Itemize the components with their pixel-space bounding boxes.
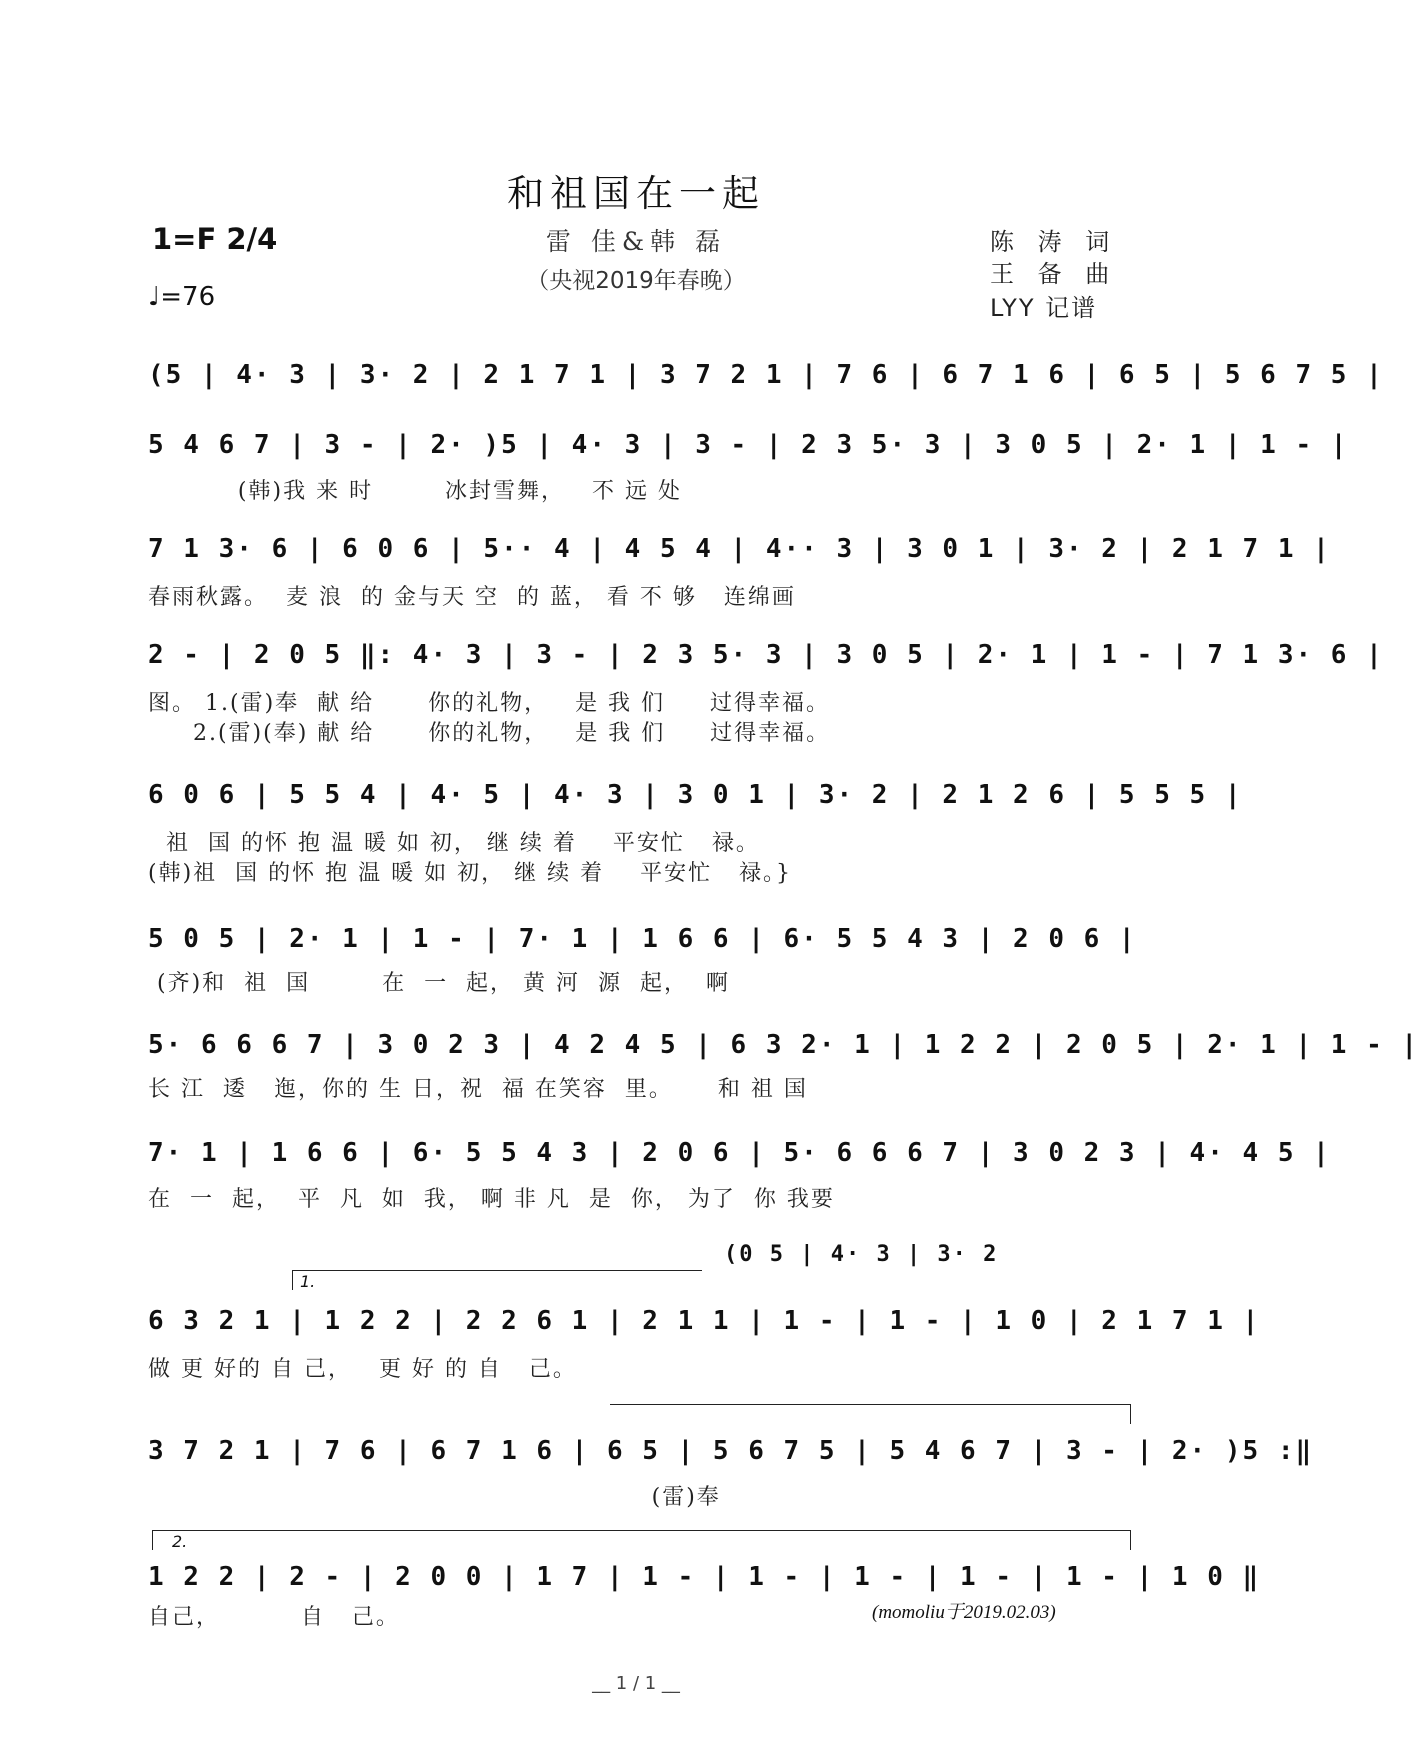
lyric-line: 祖 国 的怀 抱 温 暖 如 初， 继 续 着 平安忙 禄。 [148, 831, 760, 856]
lyric-line: 做 更 好的 自 己， 更 好 的 自 己。 [148, 1357, 577, 1382]
lyric-line: 春雨秋露。 麦 浪 的 金与天 空 的 蓝， 看 不 够 连绵画 [148, 585, 796, 610]
lyric-line: (雷)奉 [148, 1485, 721, 1510]
lyric-line: (韩)祖 国 的怀 抱 温 暖 如 初， 继 续 着 平安忙 禄。} [148, 861, 793, 886]
second-ending-label: 2. [172, 1532, 188, 1551]
first-ending-continuation [610, 1404, 1130, 1405]
page-number: __ 1 / 1 __ [592, 1673, 680, 1694]
first-ending-bracket-end [1130, 1404, 1131, 1424]
lyricist-credit: 陈 涛 词 [990, 228, 1118, 256]
notation-line: (5 | 4· 3 | 3· 2 | 2 1 7 1 | 3 7 2 1 | 7 6 | 6 7 1 6 | 6 5 | 5 6 7 5 | [148, 360, 1384, 390]
song-title: 和祖国在一起 [507, 172, 765, 215]
notation-line: 5 4 6 7 | 3 - | 2· )5 | 4· 3 | 3 - | 2 3 5· 3 | 3 0 5 | 2· 1 | 1 - | [148, 430, 1349, 460]
transcriber-signature: (momoliu于2019.02.03) [872, 1602, 1056, 1623]
second-ending-bracket-hook [152, 1530, 153, 1550]
notation-line: 7· 1 | 1 6 6 | 6· 5 5 4 3 | 2 0 6 | 5· 6 6 6 7 | 3 0 2 3 | 4· 4 5 | [148, 1138, 1331, 1168]
second-ending-bracket [152, 1530, 1130, 1531]
notation-line: 7 1 3· 6 | 6 0 6 | 5·· 4 | 4 5 4 | 4·· 3 | 3 0 1 | 3· 2 | 2 1 7 1 | [148, 534, 1331, 564]
lyric-line: (韩)我 来 时 冰封雪舞， 不 远 处 [148, 479, 682, 504]
lyric-line: 2.(雷)(奉) 献 给 你的礼物， 是 我 们 过得幸福。 [148, 721, 831, 746]
lyric-line: 长 江 逶 迤，你的 生 日，祝 福 在笑容 里。 和 祖 国 [148, 1077, 808, 1102]
first-ending-label: 1. [300, 1272, 316, 1291]
notation-line: 1 2 2 | 2 - | 2 0 0 | 1 7 | 1 - | 1 - | 1 - | 1 - | 1 - | 1 0 ‖ [148, 1562, 1261, 1592]
second-ending-bracket-end [1130, 1530, 1131, 1550]
lyric-line: 自己， 自 己。 [148, 1605, 400, 1630]
occasion: （央视2019年春晚） [526, 268, 746, 294]
key-signature: 1=F 2/4 [152, 222, 278, 256]
lyric-line: (齐)和 祖 国 在 一 起， 黄 河 源 起， 啊 [148, 971, 730, 996]
cue-notes: (0 5 | 4· 3 | 3· 2 [724, 1242, 999, 1267]
lyric-line: 图。 1.(雷)奉 献 给 你的礼物， 是 我 们 过得幸福。 [148, 691, 831, 716]
transcriber-credit: LYY 记谱 [990, 294, 1098, 322]
tempo-marking: ♩=76 [148, 282, 216, 312]
first-ending-bracket [292, 1270, 702, 1271]
first-ending-bracket-hook [292, 1270, 293, 1290]
notation-line: 5· 6 6 6 7 | 3 0 2 3 | 4 2 4 5 | 6 3 2· 1 | 1 2 2 | 2 0 5 | 2· 1 | 1 - | [148, 1030, 1419, 1060]
singers: 雷 佳&韩 磊 [545, 227, 727, 256]
notation-line: 6 3 2 1 | 1 2 2 | 2 2 6 1 | 2 1 1 | 1 - | 1 - | 1 0 | 2 1 7 1 | [148, 1306, 1261, 1336]
notation-line: 6 0 6 | 5 5 4 | 4· 5 | 4· 3 | 3 0 1 | 3· 2 | 2 1 2 6 | 5 5 5 | [148, 780, 1243, 810]
notation-line: 5 0 5 | 2· 1 | 1 - | 7· 1 | 1 6 6 | 6· 5 5 4 3 | 2 0 6 | [148, 924, 1137, 954]
composer-credit: 王 备 曲 [990, 260, 1118, 288]
notation-line: 2 - | 2 0 5 ‖: 4· 3 | 3 - | 2 3 5· 3 | 3 0 5 | 2· 1 | 1 - | 7 1 3· 6 | [148, 640, 1384, 670]
notation-line: 3 7 2 1 | 7 6 | 6 7 1 6 | 6 5 | 5 6 7 5 | 5 4 6 7 | 3 - | 2· )5 :‖ [148, 1436, 1314, 1466]
lyric-line: 在 一 起， 平 凡 如 我， 啊 非 凡 是 你， 为了 你 我要 [148, 1187, 835, 1212]
